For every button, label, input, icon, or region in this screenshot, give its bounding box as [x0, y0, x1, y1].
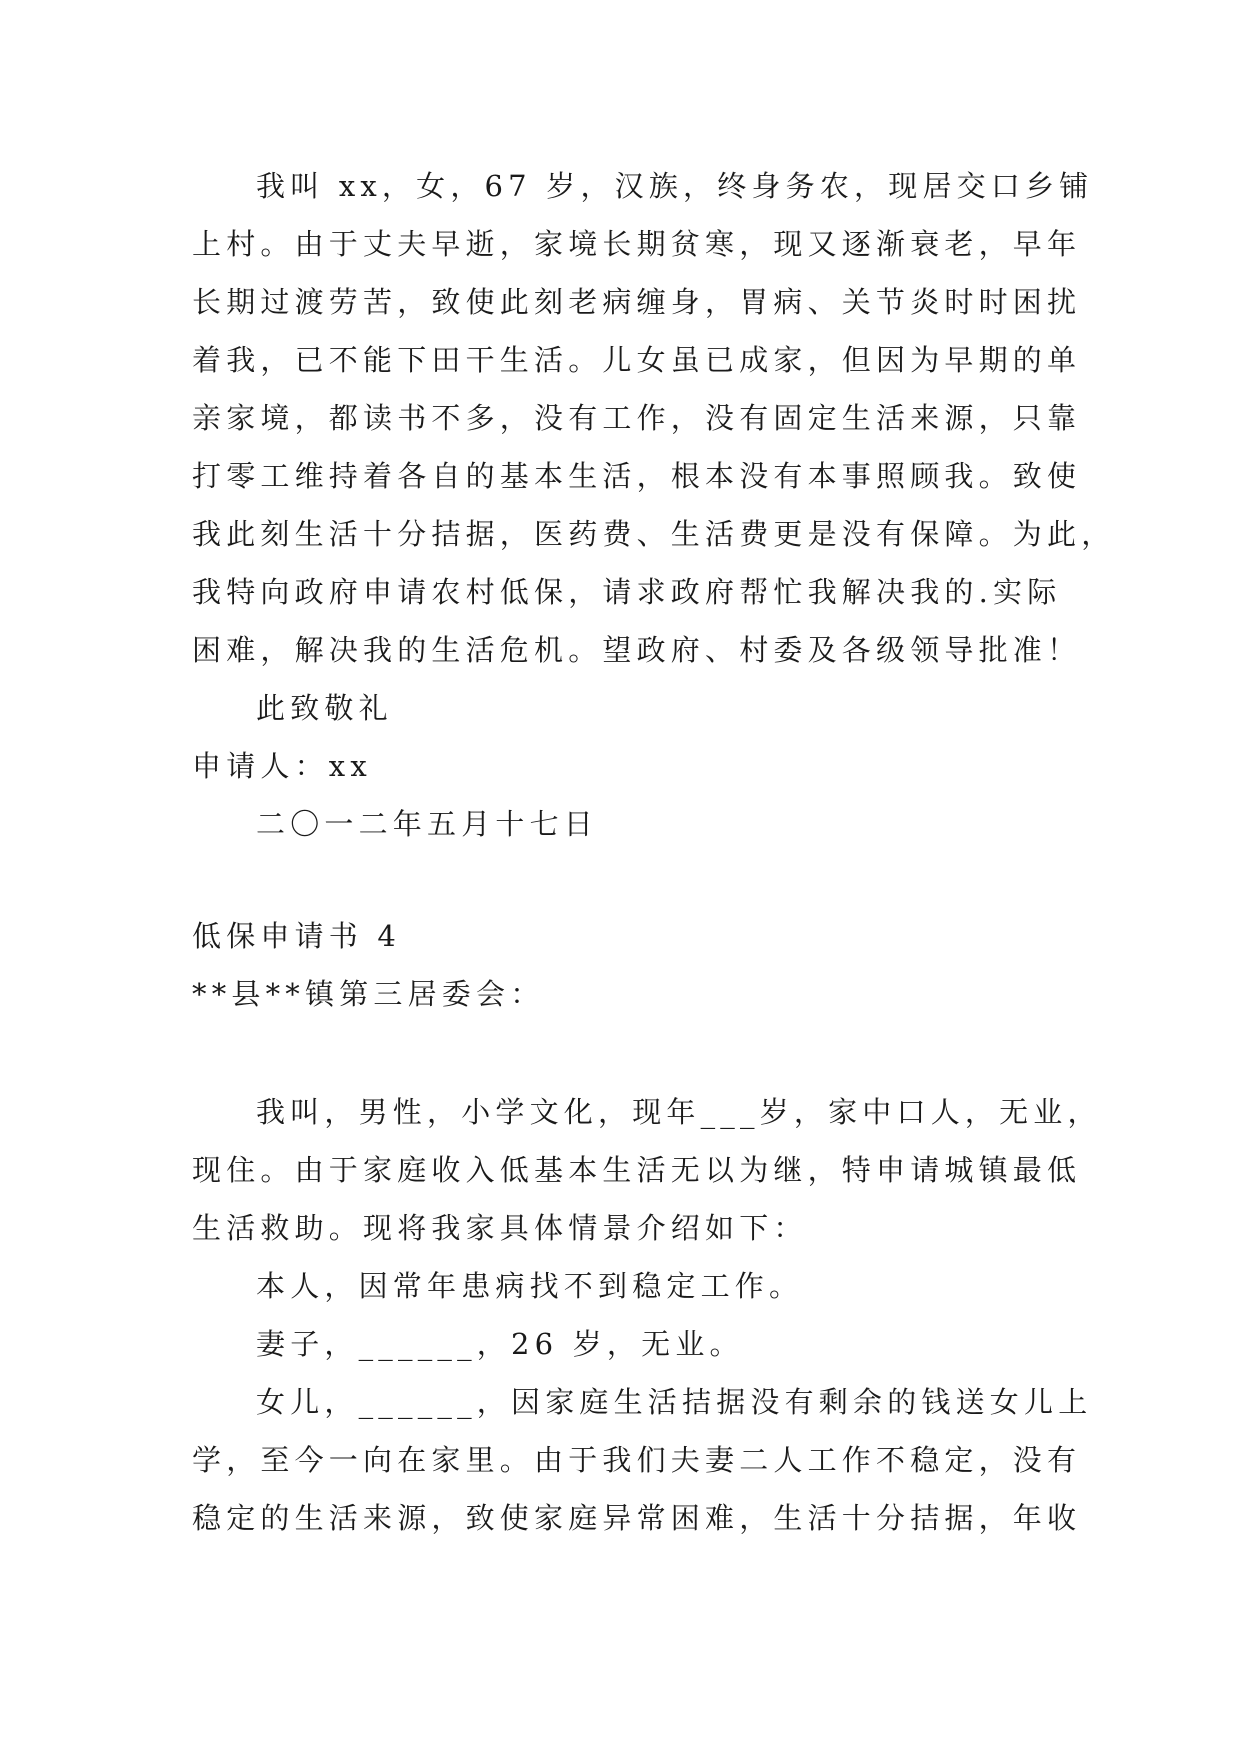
section-title: 低保申请书 4	[192, 919, 402, 953]
closing-salutation: 此致敬礼	[256, 691, 393, 725]
paragraph-line: 现住。由于家庭收入低基本生活无以为继，特申请城镇最低	[192, 1153, 1082, 1187]
letter-date: 二〇一二年五月十七日	[256, 807, 599, 841]
paragraph-line: 本人，因常年患病找不到稳定工作。	[256, 1269, 804, 1303]
paragraph-line: 上村。由于丈夫早逝，家境长期贫寒，现又逐渐衰老，早年	[192, 227, 1082, 261]
paragraph-line: 妻子，______，26 岁，无业。	[256, 1327, 744, 1361]
addressee: **县**镇第三居委会：	[192, 977, 545, 1011]
paragraph-line: 稳定的生活来源，致使家庭异常困难，生活十分拮据，年收	[192, 1501, 1082, 1535]
paragraph-line: 我此刻生活十分拮据，医药费、生活费更是没有保障。为此，	[192, 517, 1116, 551]
paragraph-line: 我叫，男性，小学文化，现年___岁，家中口人，无业，	[256, 1095, 1102, 1129]
paragraph-line: 亲家境，都读书不多，没有工作，没有固定生活来源，只靠	[192, 401, 1082, 435]
paragraph-line: 着我，已不能下田干生活。儿女虽已成家，但因为早期的单	[192, 343, 1082, 377]
paragraph-line: 困难，解决我的生活危机。望政府、村委及各级领导批准！	[192, 633, 1082, 667]
paragraph-line: 学，至今一向在家里。由于我们夫妻二人工作不稳定，没有	[192, 1443, 1082, 1477]
applicant-signature: 申请人：xx	[192, 749, 372, 783]
paragraph-line: 长期过渡劳苦，致使此刻老病缠身，胃病、关节炎时时困扰	[192, 285, 1082, 319]
paragraph-line: 生活救助。现将我家具体情景介绍如下：	[192, 1211, 808, 1245]
paragraph-line: 打零工维持着各自的基本生活，根本没有本事照顾我。致使	[192, 459, 1082, 493]
paragraph-line: 我特向政府申请农村低保，请求政府帮忙我解决我的.实际	[192, 575, 1062, 609]
paragraph-line: 我叫 xx，女，67 岁，汉族，终身务农，现居交口乡铺	[256, 169, 1094, 203]
paragraph-line: 女儿，______，因家庭生活拮据没有剩余的钱送女儿上	[256, 1385, 1093, 1419]
